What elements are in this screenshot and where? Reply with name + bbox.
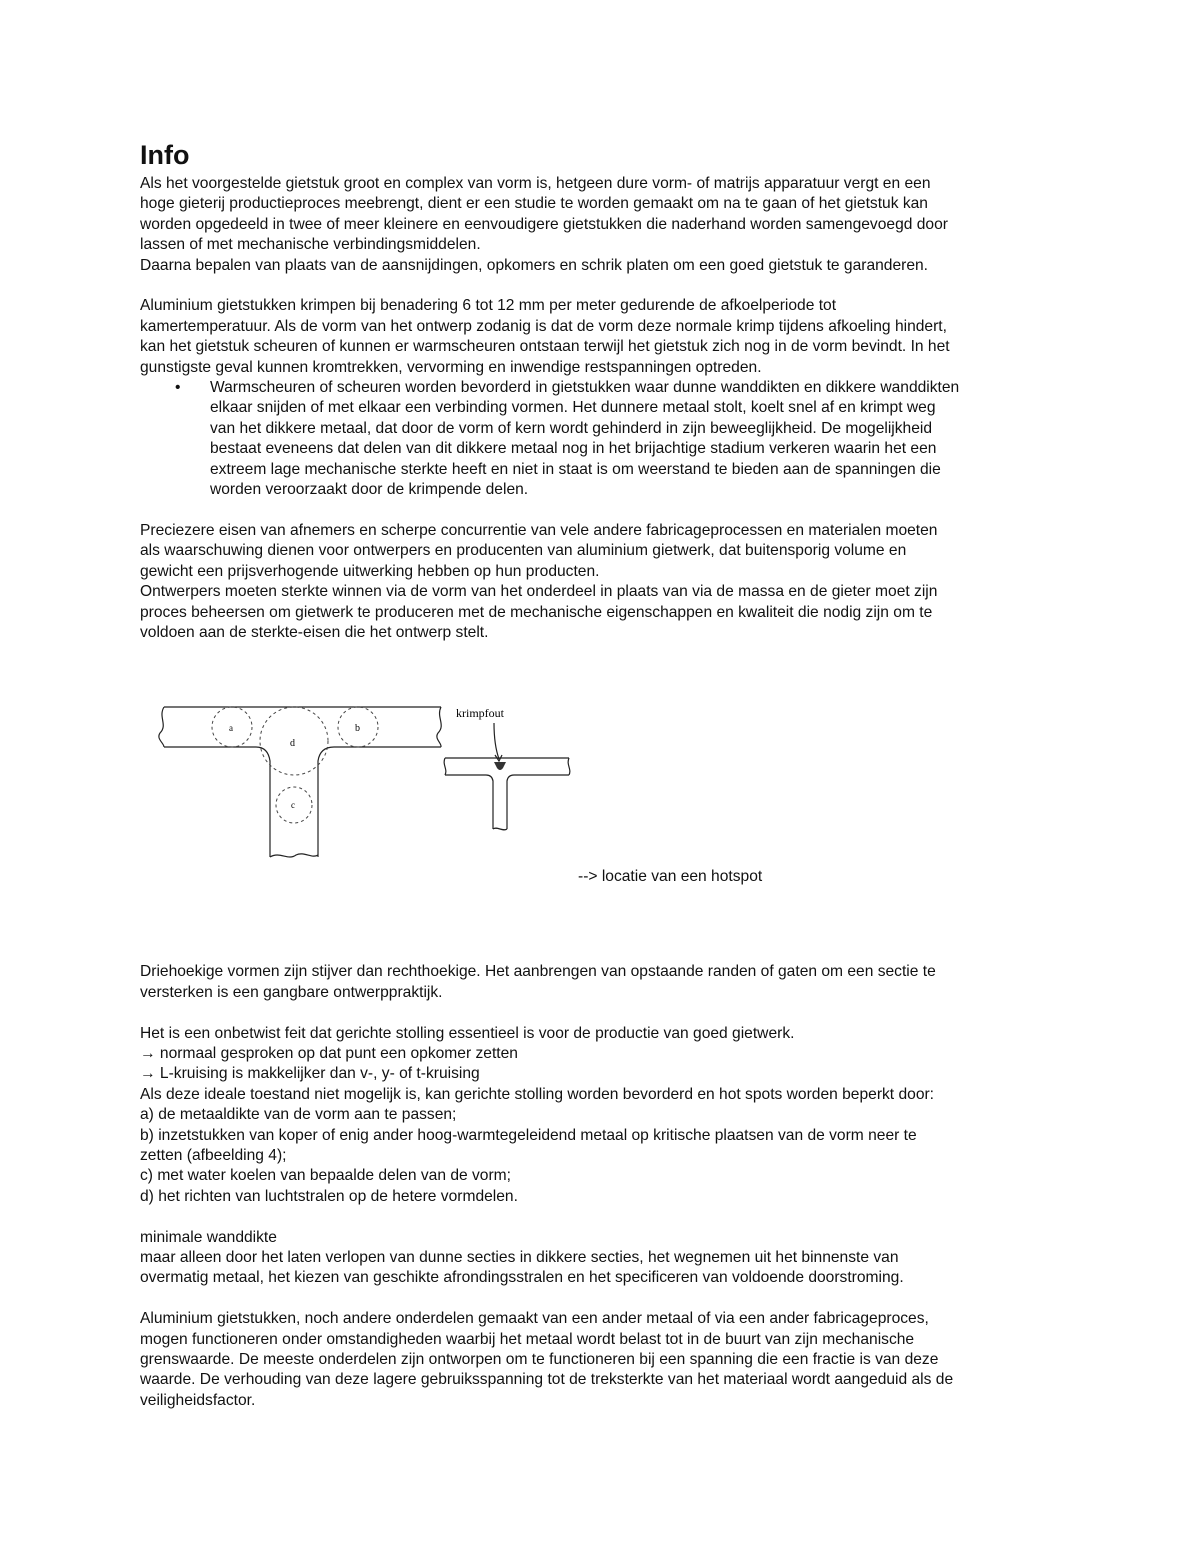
text-line: mogen functioneren onder omstandigheden waarbij het metaal wordt belast tot in de buurt van zijn mechanische: [140, 1330, 915, 1348]
left-inner-edge: [164, 747, 270, 857]
text-line: gunstigste geval kunnen kromtrekken, vervorming en inwendige restspanningen optreden.: [140, 358, 762, 376]
text-line: gewicht een prijsverhogende uitwerking hebben op hun producten.: [140, 562, 600, 580]
paragraph-7: [140, 1024, 1065, 1208]
krimpfout-label: krimpfout: [456, 706, 504, 721]
text-line: zetten (afbeelding 4);: [140, 1146, 287, 1164]
krimpfout-arrow: [494, 723, 499, 759]
text-line: Als het voorgestelde gietstuk groot en complex van vorm is, hetgeen dure vorm- of matrijs apparatuur vergt en een: [140, 175, 931, 192]
label-d: d: [290, 738, 295, 750]
text-line: Ontwerpers moeten sterkte winnen via de vorm van het onderdeel in plaats van via de massa en de gieter moet zijn: [140, 583, 938, 601]
small-right-inner: [507, 775, 569, 829]
paragraph-1: [140, 174, 1065, 256]
shrink-defect-mark: [494, 762, 506, 770]
text-line: maar alleen door het laten verlopen van dunne secties in dikkere secties, het wegnemen uit het binnenste van: [140, 1248, 899, 1266]
t-junction-diagram: [156, 695, 576, 860]
text-line: d) het richten van luchtstralen op de hetere vormdelen.: [140, 1187, 518, 1205]
paragraph-4: [140, 521, 1065, 582]
right-break: [437, 707, 441, 747]
text-line: bestaat eveneens dat delen van dit dikkere metaal nog in het brijachtige stadium verkeren waarin het een: [210, 440, 937, 458]
document-page: [140, 138, 1065, 1411]
text-line: Preciezere eisen van afnemers en scherpe concurrentie van vele andere fabricageprocessen en materialen moeten: [140, 521, 938, 539]
text-line: kan het gietstuk scheuren of kunnen er warmscheuren ontstaan terwijl het gietstuk zich nog in de vorm bevindt. In het: [140, 338, 950, 356]
paragraph-3: [140, 296, 1065, 378]
text-line: van het dikkere metaal, dat door de vorm of kern wordt gehinderd in zijn beweeglijkheid. De mogelijkheid: [210, 419, 933, 437]
list-item: [175, 378, 1065, 500]
small-left-break: [444, 758, 446, 775]
text-line: veiligheidsfactor.: [140, 1391, 256, 1409]
bullet-icon: •: [175, 379, 181, 397]
label-c: c: [291, 800, 295, 811]
text-line: b) inzetstukken van koper of enig ander hoog-warmtegeleidend metaal op kritische plaatsen van de vorm neer te: [140, 1126, 917, 1144]
paragraph-8: [140, 1228, 1065, 1289]
small-left-inner: [445, 775, 493, 829]
text-line: versterken is een gangbare ontwerppraktijk.: [140, 983, 443, 1001]
text-line: kamertemperatuur. Als de vorm van het ontwerp zodanig is dat de vorm deze normale krimp tijdens afkoeling hindert,: [140, 317, 947, 335]
left-break: [159, 707, 164, 747]
text-line: → L-kruising is makkelijker dan v-, y- of t-kruising: [140, 1065, 480, 1083]
label-a: a: [229, 723, 233, 734]
text-line: Als deze ideale toestand niet mogelijk is, kan gerichte stolling worden bevorderd en hot spots worden beperkt door:: [140, 1085, 935, 1103]
text-line: Aluminium gietstukken krimpen bij benadering 6 tot 12 mm per meter gedurende de afkoelperiode tot: [140, 297, 837, 315]
text-line: lassen of met mechanische verbindingsmiddelen.: [140, 236, 481, 254]
bottom-break: [270, 854, 318, 857]
text-line: extreem lage mechanische sterkte heeft en niet in staat is om weerstand te bieden aan de spanningen die: [210, 460, 941, 478]
paragraph-9: [140, 1309, 1065, 1411]
page-title: Info: [140, 140, 190, 170]
small-bottom-break: [493, 828, 507, 830]
label-b: b: [355, 723, 360, 735]
figure-caption: --> locatie van een hotspot: [578, 868, 763, 886]
text-line: worden opgedeeld in twee of meer kleinere en eenvoudigere gietstukken die naderhand worden samengevoegd door: [140, 215, 948, 233]
text-line: waarde. De verhouding van deze lagere gebruiksspanning tot de treksterkte van het materiaal wordt aangeduid als de: [140, 1371, 954, 1389]
right-inner-edge: [318, 747, 441, 857]
text-line: elkaar snijden of met elkaar een verbinding vormen. Het dunnere metaal stolt, koelt snel af en krimpt weg: [210, 399, 936, 417]
text-line: Warmscheuren of scheuren worden bevorderd in gietstukken waar dunne wanddikten en dikkere wanddikten: [210, 379, 960, 397]
text-line: minimale wanddikte: [140, 1228, 277, 1246]
text-line: worden veroorzaakt door de krimpende delen.: [210, 481, 529, 499]
text-line: voldoen aan de sterkte-eisen die het ontwerp stelt.: [140, 623, 489, 641]
text-line: → normaal gesproken op dat punt een opkomer zetten: [140, 1044, 518, 1062]
text-line: Driehoekige vormen zijn stijver dan rechthoekige. Het aanbrengen van opstaande randen of gaten om een sectie te: [140, 963, 936, 981]
text-line: overmatig metaal, het kiezen van geschikte afrondingsstralen en het specificeren van voldoende doorstroming.: [140, 1269, 904, 1287]
bullet-list: [140, 378, 1065, 500]
text-line: Het is een onbetwist feit dat gerichte stolling essentieel is voor de productie van goed gietwerk.: [140, 1024, 795, 1042]
text-line: hoge gieterij productieproces meebrengt, dient er een studie te worden gemaakt om na te gaan of het gietstuk kan: [140, 195, 928, 213]
text-line: Aluminium gietstukken, noch andere onderdelen gemaakt van een ander metaal of via een ander fabricageproces,: [140, 1310, 929, 1328]
hotspot-figure: [140, 695, 1065, 950]
paragraph-2: Daarna bepalen van plaats van de aansnijdingen, opkomers en schrik platen om een goed gietstuk te garanderen.: [140, 256, 929, 274]
text-line: proces beheersen om gietwerk te produceren met de mechanische eigenschappen en kwaliteit die nodig zijn om te: [140, 603, 933, 621]
paragraph-5: [140, 582, 1065, 643]
text-line: grenswaarde. De meeste onderdelen zijn ontworpen om te functioneren bij een spanning die een fractie is van deze: [140, 1350, 939, 1368]
text-line: c) met water koelen van bepaalde delen van de vorm;: [140, 1167, 511, 1185]
small-right-break: [568, 758, 570, 775]
text-line: a) de metaaldikte van de vorm aan te passen;: [140, 1106, 457, 1124]
text-line: als waarschuwing dienen voor ontwerpers en producenten van aluminium gietwerk, dat buitensporig volume en: [140, 542, 907, 560]
paragraph-6: [140, 962, 1065, 1003]
